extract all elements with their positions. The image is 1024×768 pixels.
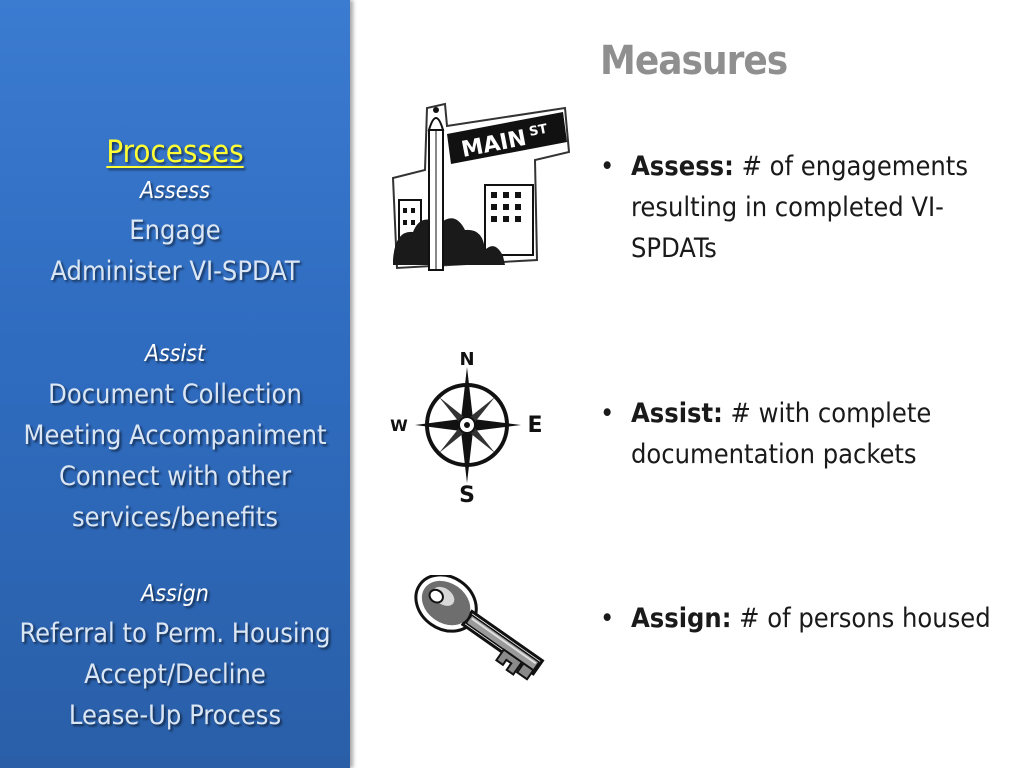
group-label-assist: Assist [144, 341, 206, 367]
compass-east-label: E [527, 413, 543, 438]
process-item: Accept/Decline [84, 659, 266, 690]
street-sign-icon [385, 100, 575, 275]
process-item: Connect with other [58, 461, 292, 492]
group-label-assign: Assign [141, 581, 209, 607]
measure-bullet-assist [600, 393, 1000, 475]
bullet-dot: • [600, 603, 615, 634]
key-icon [400, 575, 560, 700]
processes-title: Processes [106, 134, 244, 170]
measure-bullet-assign [600, 598, 1000, 639]
street-sign-text: MAIN [459, 125, 529, 163]
process-item: Referral to Perm. Housing [19, 618, 331, 649]
compass-icon [385, 345, 550, 510]
compass-north-label: N [459, 349, 475, 370]
group-label-assess: Assess [139, 178, 210, 204]
measure-text: # of persons housed [731, 603, 991, 634]
street-sign-suffix: ST [527, 121, 549, 140]
bullet-dot: • [600, 151, 615, 182]
bullet-dot: • [600, 398, 615, 429]
compass-west-label: W [390, 416, 408, 435]
measure-bullet-assess [600, 146, 1000, 269]
measure-text: # with complete documentation packets [631, 398, 932, 470]
process-item: Document Collection [48, 379, 302, 410]
process-item: Lease-Up Process [68, 700, 282, 731]
process-item: Engage [129, 215, 221, 246]
processes-panel [0, 0, 350, 768]
measure-label: Assign: [631, 603, 732, 634]
measure-label: Assess: [631, 151, 734, 182]
measure-text: # of engagements resulting in completed VI-SPDATs [631, 151, 968, 264]
process-item: Meeting Accompaniment [23, 420, 327, 451]
compass-south-label: S [459, 483, 475, 508]
measures-title: Measures [600, 38, 788, 84]
process-item: services/benefits [71, 502, 279, 533]
measure-label: Assist: [631, 398, 723, 429]
process-item: Administer VI-SPDAT [50, 256, 300, 287]
